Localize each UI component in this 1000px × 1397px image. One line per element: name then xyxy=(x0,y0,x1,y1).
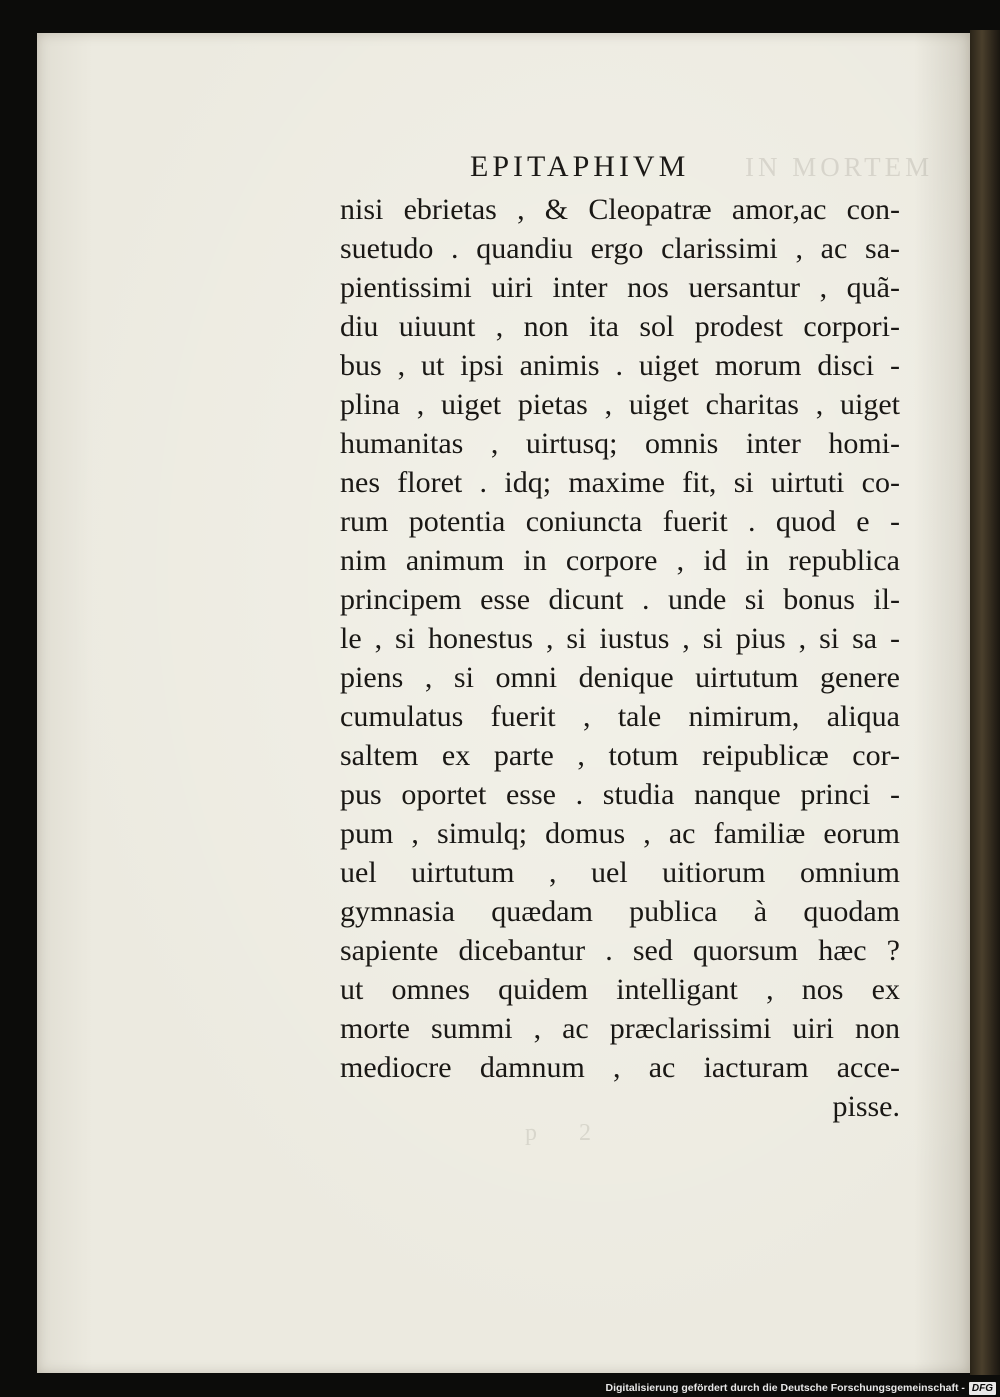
text-line: morte summi , ac præclarissimi uiri non xyxy=(340,1012,900,1045)
show-through-text: IN MORTEM xyxy=(745,152,934,182)
text-line: pus oportet esse . studia nanque princi - xyxy=(340,778,900,811)
catchword: pisse. xyxy=(832,1090,900,1123)
text-line: plina , uiget pietas , uiget charitas , uiget xyxy=(340,388,900,421)
text-line: mediocre damnum , ac iacturam acce- xyxy=(340,1051,900,1084)
text-line: principem esse dicunt . unde si bonus il- xyxy=(340,583,900,616)
text-line: uel uirtutum , uel uitiorum omnium xyxy=(340,856,900,889)
text-line: nes floret . idq; maxime fit, si uirtuti co- xyxy=(340,466,900,499)
show-through-signature: p 2 xyxy=(525,1120,609,1146)
text-line: diu uiuunt , non ita sol prodest corpori- xyxy=(340,310,900,343)
text-line: pientissimi uiri inter nos uersantur , quã- xyxy=(340,271,900,304)
page-text xyxy=(340,190,900,1126)
text-line: bus , ut ipsi animis . uiget morum disci - xyxy=(340,349,900,382)
text-line: piens , si omni denique uirtutum genere xyxy=(340,661,900,694)
text-line: ut omnes quidem intelligant , nos ex xyxy=(340,973,900,1006)
text-line: suetudo . quandiu ergo clarissimi , ac sa- xyxy=(340,232,900,265)
text-line: saltem ex parte , totum reipublicæ cor- xyxy=(340,739,900,772)
text-line: sapiente dicebantur . sed quorsum hæc ? xyxy=(340,934,900,967)
credit-text: Digitalisierung gefördert durch die Deutsche Forschungsgemeinschaft - xyxy=(605,1382,965,1394)
book-edge xyxy=(970,30,1000,1375)
text-line: nisi ebrietas , & Cleopatræ amor,ac con- xyxy=(340,193,900,226)
text-line: rum potentia coniuncta fuerit . quod e - xyxy=(340,505,900,538)
text-line: humanitas , uirtusq; omnis inter homi- xyxy=(340,427,900,460)
text-line: pum , simulq; domus , ac familiæ eorum xyxy=(340,817,900,850)
running-head: EPITAPHIVM xyxy=(470,150,690,183)
text-line: le , si honestus , si iustus , si pius , si sa - xyxy=(340,622,900,655)
digitization-credit xyxy=(600,1379,1000,1397)
text-line: nim animum in corpore , id in republica xyxy=(340,544,900,577)
dfg-logo: DFG xyxy=(969,1382,996,1395)
text-line: gymnasia quædam publica à quodam xyxy=(340,895,900,928)
text-line: cumulatus fuerit , tale nimirum, aliqua xyxy=(340,700,900,733)
